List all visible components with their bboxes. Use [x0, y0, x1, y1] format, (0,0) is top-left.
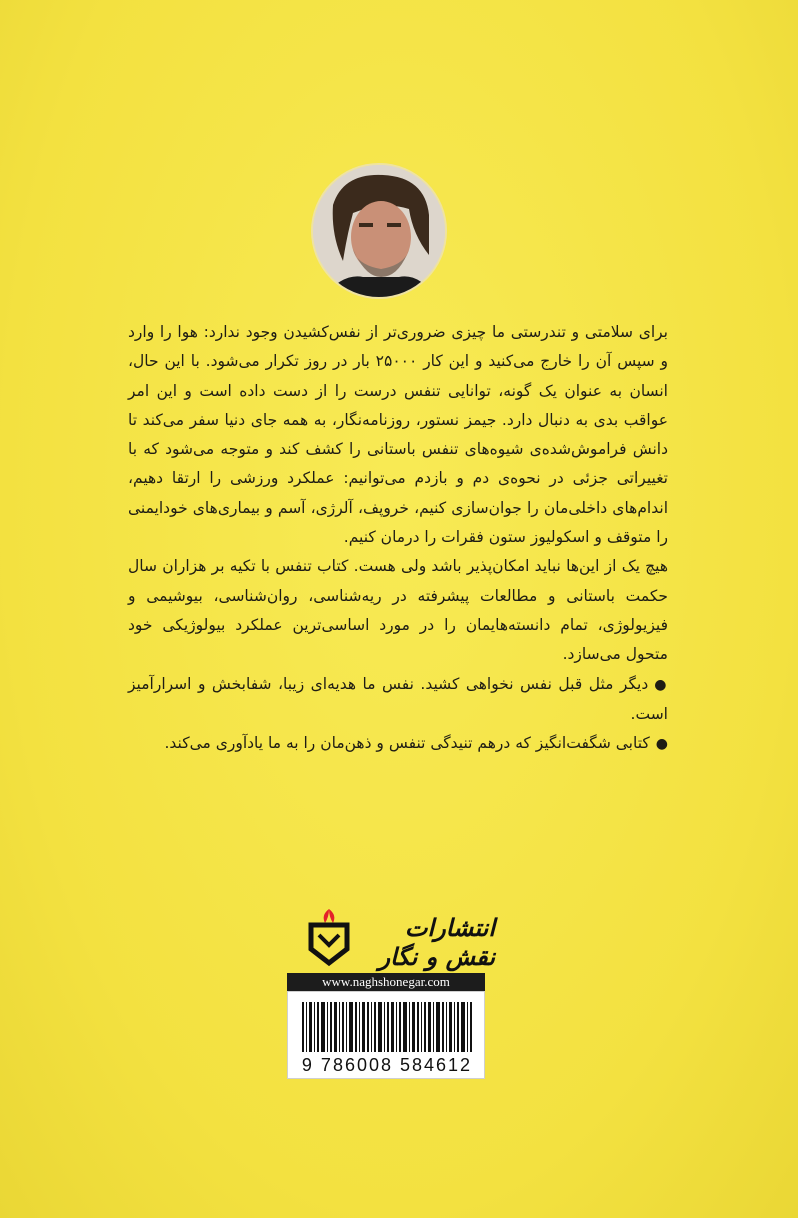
bullet-icon: ●	[655, 736, 668, 753]
bullet-icon: ●	[654, 676, 668, 693]
publisher-name: انتشارات نقش و نگار	[378, 913, 495, 971]
description-paragraph: برای سلامتی و تندرستی ما چیزی ضروری‌تر از نفس‌کشیدن وجود ندارد: هوا را وارد و سپس آن را خارج می‌کنید و این کار ۲۵۰۰۰ بار در روز تکرار می‌شود. با این حال، انسان به عنوان یک گونه، توانایی تنفس درست را از دست داده است و این امر عواقب بدی به دنبال دارد. جیمز نستور، روزنامه‌نگار، به همه جای دنیا سفر می‌کند تا دانش فراموش‌شده‌ی شیوه‌های تنفس باستانی را کشف کند و متوجه می‌شود که با تغییراتی جزئی در نحوه‌ی دم و بازدم می‌توانیم: عملکرد ورزشی را ارتقا دهیم، اندام‌های داخلی‌مان را جوان‌سازی کنیم، خروپف، آلرژی، آسم و بیماری‌های خودایمنی را متوقف و اسکولیوز ستون فقرات را درمان کنیم.	[128, 323, 668, 547]
barcode-icon	[302, 1002, 472, 1052]
publisher-website: www.naghshonegar.com	[287, 973, 485, 991]
isbn-barcode	[287, 991, 485, 1079]
bullet-item	[128, 729, 668, 759]
publisher-logo	[305, 905, 495, 975]
author-photo	[313, 165, 445, 297]
description-paragraph: هیچ یک از این‌ها نباید امکان‌پذیر باشد ولی هست. کتاب تنفس با تکیه بر هزاران سال حکمت باستانی و مطالعات پیشرفته در ریه‌شناسی، روان‌شناسی، بیوشیمی و فیزیولوژی، تمام دانسته‌هایمان را در مورد اساسی‌ترین عملکرد بیولوژیکی خود متحول می‌سازد.	[128, 557, 668, 664]
book-description	[128, 318, 668, 759]
bullet-item	[128, 670, 668, 730]
publisher-emblem-icon	[305, 905, 353, 967]
isbn-number: 9 786008 584612	[301, 1055, 473, 1075]
bullet-text: کتابی شگفت‌انگیز که درهم تنیدگی تنفس و ذهن‌مان را به ما یادآوری می‌کند.	[164, 734, 650, 753]
bullet-text: دیگر مثل قبل نفس نخواهی کشید. نفس ما هدیه‌ای زیبا، شفابخش و اسرارآمیز است.	[128, 674, 668, 723]
